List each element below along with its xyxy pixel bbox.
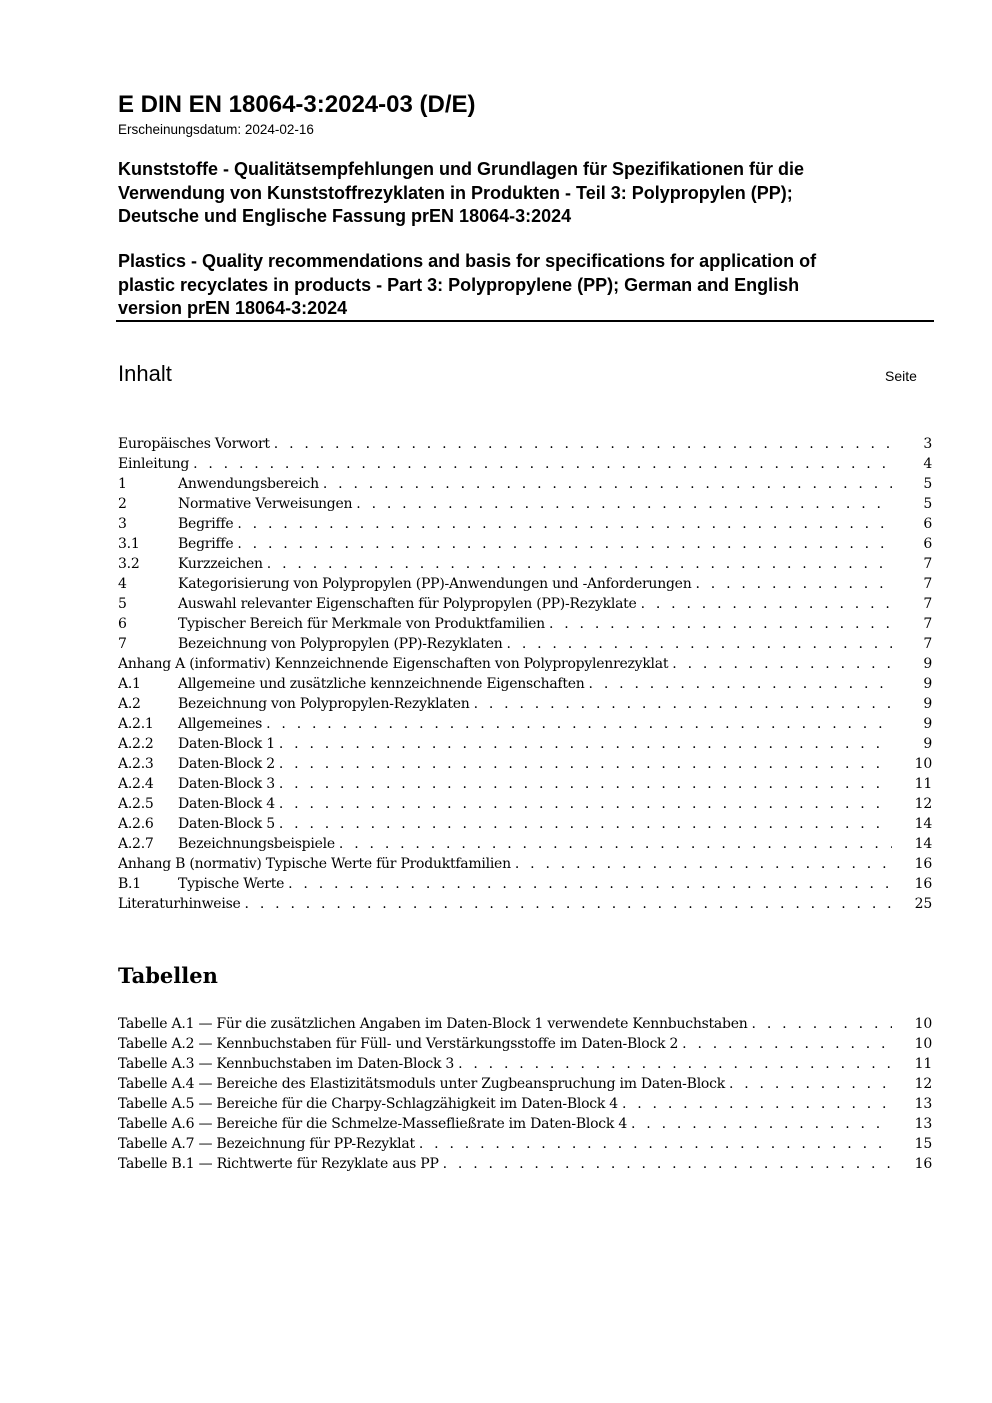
table-entry-title: Tabelle A.3 — Kennbuchstaben im Daten-Block 3 xyxy=(118,1056,455,1072)
toc-entry-page: 3 xyxy=(923,436,932,452)
toc-entry[interactable] xyxy=(118,434,932,454)
table-entry-page: 10 xyxy=(914,1016,932,1032)
toc-entry[interactable] xyxy=(118,674,932,694)
table-leader-dots xyxy=(678,1034,892,1054)
table-entry-page: 12 xyxy=(914,1076,932,1092)
toc-entry-number: A.2.4 xyxy=(118,776,154,792)
title-english-line: Plastics - Quality recommendations and basis for specifications for application of xyxy=(118,251,817,271)
toc-entry-page: 7 xyxy=(923,556,932,572)
toc-entry-title: Daten-Block 2 xyxy=(178,756,275,772)
toc-entry-title: Begriffe xyxy=(178,516,234,532)
table-entry-title: Tabelle A.6 — Bereiche für die Schmelze-Massefließrate im Daten-Block 4 xyxy=(118,1116,627,1132)
toc-entry-title: Normative Verweisungen xyxy=(178,496,353,512)
toc-entry-row xyxy=(118,594,932,614)
toc-entry-title: Bezeichnungsbeispiele xyxy=(178,836,335,852)
title-german-line: Kunststoffe - Qualitätsempfehlungen und Grundlagen für Spezifikationen für die xyxy=(118,159,805,179)
table-entry-page: 15 xyxy=(914,1136,932,1152)
toc-entry-page: 7 xyxy=(923,636,932,652)
toc-entry-page: 11 xyxy=(914,776,932,792)
toc-entry-row xyxy=(118,554,932,574)
toc-entry-row xyxy=(118,834,932,854)
toc-entry-number: 6 xyxy=(118,616,127,632)
table-entry-page: 10 xyxy=(914,1036,932,1052)
table-leader-dots xyxy=(439,1154,892,1174)
toc-leader-dots xyxy=(275,734,892,754)
toc-entry-row xyxy=(118,474,932,494)
table-entry[interactable] xyxy=(118,1154,932,1174)
document-id: E DIN EN 18064-3:2024-03 (D/E) xyxy=(118,91,476,118)
title-english-line: plastic recyclates in products - Part 3: Polypropylene (PP); German and English xyxy=(118,274,800,295)
toc-entry[interactable] xyxy=(118,634,932,654)
toc-leader-dots xyxy=(511,854,892,874)
toc-entry-number: 3.1 xyxy=(118,536,140,552)
table-entry-row xyxy=(118,1154,932,1174)
toc-entry-page: 7 xyxy=(923,596,932,612)
toc-entry-number: A.2.1 xyxy=(118,716,154,732)
toc-leader-dots xyxy=(585,674,892,694)
toc-entry-title: Daten-Block 4 xyxy=(178,796,275,812)
toc-entry-row xyxy=(118,774,932,794)
toc-entry-page: 5 xyxy=(923,476,932,492)
toc-leader-dots xyxy=(637,594,892,614)
toc-entry-number: B.1 xyxy=(118,876,141,892)
toc-entry[interactable] xyxy=(118,534,932,554)
toc-entry-number: 7 xyxy=(118,636,127,652)
page-column-label: Seite xyxy=(885,368,917,384)
toc-entry-title: Einleitung xyxy=(118,456,190,472)
toc-entry-title: Bezeichnung von Polypropylen (PP)-Rezyklaten xyxy=(178,636,503,652)
toc-entry-page: 6 xyxy=(923,516,932,532)
toc-entry-row xyxy=(118,634,932,654)
toc-entry-number: A.2.3 xyxy=(118,756,154,772)
table-entry[interactable] xyxy=(118,1054,932,1074)
toc-leader-dots xyxy=(691,574,892,594)
toc-entry-page: 14 xyxy=(914,836,932,852)
toc-entry-row xyxy=(118,574,932,594)
toc-leader-dots xyxy=(284,874,892,894)
toc-leader-dots xyxy=(189,454,892,474)
toc-entry-row xyxy=(118,494,932,514)
table-entry[interactable] xyxy=(118,1134,932,1154)
toc-entry-title: Allgemeines xyxy=(178,716,263,732)
table-leader-dots xyxy=(725,1074,892,1094)
toc-entry-title: Typische Werte xyxy=(178,876,285,892)
toc-entry-row xyxy=(118,434,932,454)
table-entry[interactable] xyxy=(118,1014,932,1034)
toc-entry[interactable] xyxy=(118,494,932,514)
table-entry-row xyxy=(118,1114,932,1134)
table-entry-page: 11 xyxy=(914,1056,932,1072)
toc-leader-dots xyxy=(275,754,892,774)
table-entry-row xyxy=(118,1054,932,1074)
toc-entry-title: Kategorisierung von Polypropylen (PP)-Anwendungen und -Anforderungen xyxy=(178,576,692,592)
table-entry-page: 13 xyxy=(914,1096,932,1112)
toc-leader-dots xyxy=(545,614,892,634)
toc-entry-number: A.2.7 xyxy=(118,836,154,852)
toc-entry[interactable] xyxy=(118,814,932,834)
toc-entry-page: 9 xyxy=(923,736,932,752)
tables-heading: Tabellen xyxy=(118,963,218,988)
toc-entry-number: A.2 xyxy=(118,696,141,712)
toc-entry-row xyxy=(118,754,932,774)
toc-entry-row xyxy=(118,794,932,814)
toc-entry-title: Anhang B (normativ) Typische Werte für Produktfamilien xyxy=(118,856,511,872)
toc-leader-dots xyxy=(263,554,892,574)
toc-entry-title: Daten-Block 1 xyxy=(178,736,275,752)
toc-entry-number: A.2.5 xyxy=(118,796,154,812)
title-german-line: Verwendung von Kunststoffrezyklaten in Produkten - Teil 3: Polypropylen (PP); xyxy=(118,182,793,203)
toc-entry[interactable] xyxy=(118,694,932,714)
toc-entry-page: 9 xyxy=(923,656,932,672)
toc-entry[interactable] xyxy=(118,514,932,534)
table-entry[interactable] xyxy=(118,1094,932,1114)
toc-entry-page: 7 xyxy=(923,616,932,632)
toc-entry[interactable] xyxy=(118,654,932,674)
toc-entry-number: A.2.6 xyxy=(118,816,154,832)
toc-entry-page: 5 xyxy=(923,496,932,512)
toc-entry-number: 1 xyxy=(118,476,127,492)
toc-entry-page: 9 xyxy=(923,716,932,732)
table-entry-title: Tabelle A.7 — Bezeichnung für PP-Rezyklat xyxy=(118,1136,415,1152)
toc-entry-row xyxy=(118,734,932,754)
toc-entry-row xyxy=(118,894,932,914)
toc-leader-dots xyxy=(233,534,892,554)
toc-entry[interactable] xyxy=(118,734,932,754)
toc-entry-page: 14 xyxy=(914,816,932,832)
toc-entry-title: Anwendungsbereich xyxy=(178,476,319,492)
toc-leader-dots xyxy=(668,654,892,674)
title-english xyxy=(118,250,918,321)
table-entry-title: Tabelle A.4 — Bereiche des Elastizitätsmoduls unter Zugbeanspruchung im Daten-Block xyxy=(118,1076,725,1092)
title-divider xyxy=(116,320,934,322)
toc-entry-title: Auswahl relevanter Eigenschaften für Polypropylen (PP)-Rezyklate xyxy=(178,596,637,612)
toc-entry-row xyxy=(118,614,932,634)
toc-leader-dots xyxy=(503,634,892,654)
toc-leader-dots xyxy=(470,694,892,714)
toc-entry-number: A.1 xyxy=(118,676,141,692)
toc-entry-number: 4 xyxy=(118,576,127,592)
toc-entry-row xyxy=(118,674,932,694)
toc-entry-page: 12 xyxy=(914,796,932,812)
table-leader-dots xyxy=(454,1054,892,1074)
toc-entry[interactable] xyxy=(118,594,932,614)
toc-leader-dots xyxy=(319,474,892,494)
toc-entry-title: Anhang A (informativ) Kennzeichnende Eigenschaften von Polypropylenrezyklat xyxy=(118,656,669,672)
toc-entry[interactable] xyxy=(118,554,932,574)
table-entry-title: Tabelle A.5 — Bereiche für die Charpy-Schlagzähigkeit im Daten-Block 4 xyxy=(118,1096,618,1112)
table-entry-title: Tabelle A.2 — Kennbuchstaben für Füll- und Verstärkungsstoffe im Daten-Block 2 xyxy=(118,1036,679,1052)
table-entry-row xyxy=(118,1034,932,1054)
toc-entry-page: 7 xyxy=(923,576,932,592)
toc-entry-title: Typischer Bereich für Merkmale von Produktfamilien xyxy=(178,616,545,632)
toc-entry[interactable] xyxy=(118,454,932,474)
toc-leader-dots xyxy=(241,894,892,914)
table-leader-dots xyxy=(415,1134,892,1154)
toc-leader-dots xyxy=(352,494,892,514)
table-entry-row xyxy=(118,1074,932,1094)
toc-entry-title: Europäisches Vorwort xyxy=(118,436,270,452)
toc-entry[interactable] xyxy=(118,834,932,854)
toc-entry-page: 16 xyxy=(914,856,932,872)
title-german-line: Deutsche und Englische Fassung prEN 18064-3:2024 xyxy=(118,206,572,226)
table-entry-row xyxy=(118,1094,932,1114)
toc-entry-number: A.2.2 xyxy=(118,736,154,752)
toc-entry-row xyxy=(118,514,932,534)
toc-entry-page: 25 xyxy=(914,896,932,912)
toc-leader-dots xyxy=(275,794,892,814)
toc-entry-number: 3.2 xyxy=(118,556,140,572)
table-entry-page: 13 xyxy=(914,1116,932,1132)
table-leader-dots xyxy=(748,1014,892,1034)
table-entry-row xyxy=(118,1134,932,1154)
toc-entry-page: 9 xyxy=(923,676,932,692)
toc-entry-row xyxy=(118,534,932,554)
toc-entry-page: 16 xyxy=(914,876,932,892)
toc-entry-row xyxy=(118,854,932,874)
toc-entry-title: Begriffe xyxy=(178,536,234,552)
toc-leader-dots xyxy=(335,834,892,854)
table-leader-dots xyxy=(627,1114,892,1134)
toc-entry-page: 9 xyxy=(923,696,932,712)
table-entry-title: Tabelle A.1 — Für die zusätzlichen Angaben im Daten-Block 1 verwendete Kennbuchstaben xyxy=(118,1016,748,1032)
toc-leader-dots xyxy=(270,434,892,454)
toc-entry[interactable] xyxy=(118,614,932,634)
table-entry-page: 16 xyxy=(914,1156,932,1172)
table-entry[interactable] xyxy=(118,1114,932,1134)
toc-entry-title: Daten-Block 3 xyxy=(178,776,275,792)
table-entry-title: Tabelle B.1 — Richtwerte für Rezyklate aus PP xyxy=(118,1156,439,1172)
toc-entry[interactable] xyxy=(118,794,932,814)
toc-entry-page: 6 xyxy=(923,536,932,552)
toc-entry-row xyxy=(118,694,932,714)
toc-entry[interactable] xyxy=(118,774,932,794)
toc-entry-title: Kurzzeichen xyxy=(178,556,263,572)
title-german xyxy=(118,158,918,229)
toc-entry[interactable] xyxy=(118,714,932,734)
toc-entry-number: 2 xyxy=(118,496,127,512)
toc-entry-page: 10 xyxy=(914,756,932,772)
publication-date: Erscheinungsdatum: 2024-02-16 xyxy=(118,122,314,137)
toc-heading: Inhalt xyxy=(118,361,172,386)
table-leader-dots xyxy=(618,1094,892,1114)
toc-entry-title: Allgemeine und zusätzliche kennzeichnende Eigenschaften xyxy=(178,676,585,692)
toc-entry-row xyxy=(118,654,932,674)
toc-entry-row xyxy=(118,454,932,474)
table-entry[interactable] xyxy=(118,1074,932,1094)
table-of-contents xyxy=(118,434,932,914)
toc-entry-title: Literaturhinweise xyxy=(118,896,241,912)
toc-leader-dots xyxy=(275,774,892,794)
toc-entry-row xyxy=(118,814,932,834)
toc-entry-title: Daten-Block 5 xyxy=(178,816,275,832)
toc-entry[interactable] xyxy=(118,474,932,494)
toc-entry-row xyxy=(118,714,932,734)
toc-entry-number: 3 xyxy=(118,516,127,532)
table-entry[interactable] xyxy=(118,1034,932,1054)
toc-leader-dots xyxy=(275,814,892,834)
toc-leader-dots xyxy=(233,514,892,534)
toc-entry-number: 5 xyxy=(118,596,127,612)
toc-entry[interactable] xyxy=(118,854,932,874)
toc-entry[interactable] xyxy=(118,754,932,774)
list-of-tables xyxy=(118,1014,932,1174)
table-entry-row xyxy=(118,1014,932,1034)
toc-entry[interactable] xyxy=(118,894,932,914)
toc-entry-title: Bezeichnung von Polypropylen-Rezyklaten xyxy=(178,696,470,712)
title-english-line: version prEN 18064-3:2024 xyxy=(118,298,348,318)
toc-entry-row xyxy=(118,874,932,894)
toc-entry[interactable] xyxy=(118,574,932,594)
toc-entry[interactable] xyxy=(118,874,932,894)
toc-entry-page: 4 xyxy=(923,456,932,472)
toc-leader-dots xyxy=(262,714,892,734)
